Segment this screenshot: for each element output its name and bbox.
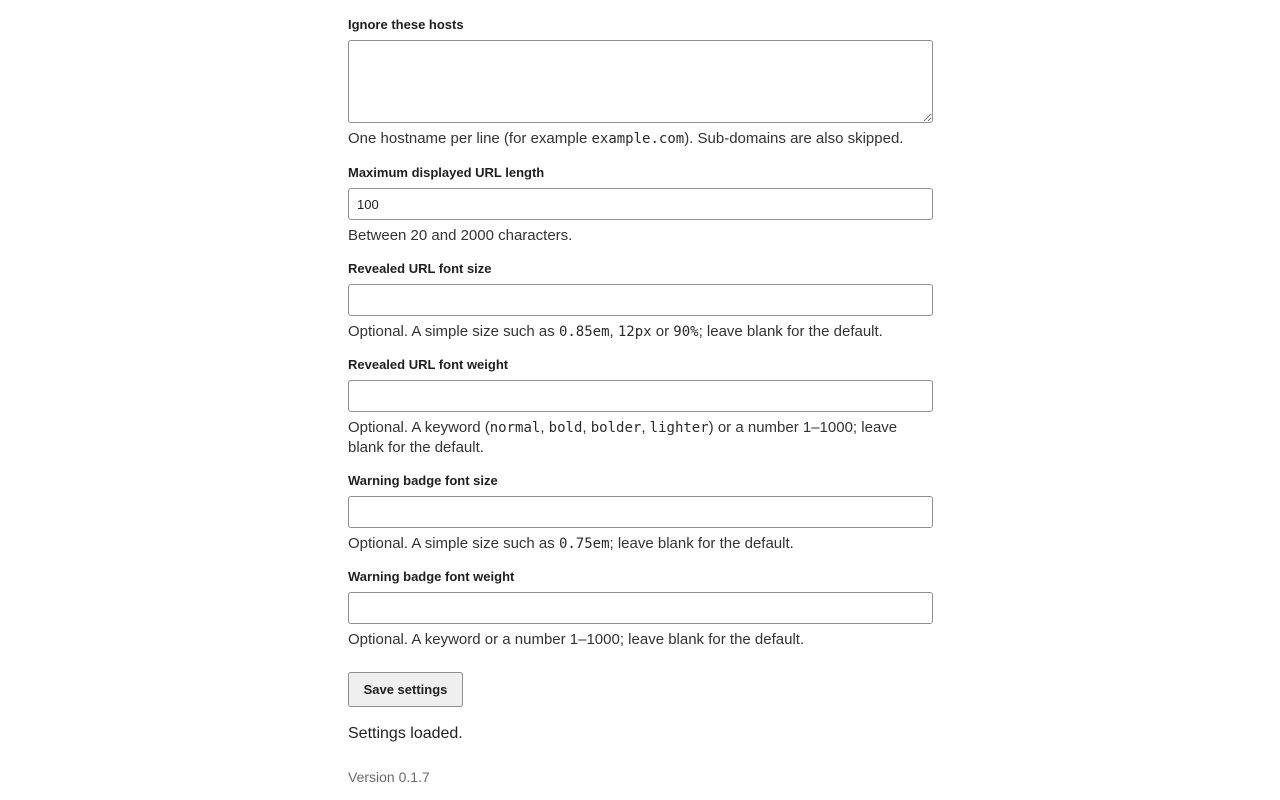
url-font-weight-hint-sep-3: , xyxy=(641,419,650,436)
url-font-size-group xyxy=(348,261,933,342)
url-font-weight-hint-code-4: lighter xyxy=(649,420,709,436)
badge-font-size-group xyxy=(348,473,933,554)
max-url-length-group xyxy=(348,165,933,246)
url-font-weight-hint xyxy=(348,418,933,458)
url-font-size-hint xyxy=(348,322,933,342)
url-font-weight-hint-code-3: bolder xyxy=(590,420,642,436)
url-font-weight-hint-sep-2: , xyxy=(582,419,591,436)
badge-font-size-hint xyxy=(348,534,933,554)
url-font-size-hint-code-1: 0.85em xyxy=(558,324,610,340)
url-font-weight-group xyxy=(348,357,933,458)
url-font-size-hint-sep-2: or xyxy=(651,323,674,340)
badge-font-size-hint-code: 0.75em xyxy=(558,536,610,552)
url-font-size-hint-suffix: ; leave blank for the default. xyxy=(698,323,883,340)
max-url-length-input[interactable] xyxy=(348,188,933,220)
ignore-hosts-hint-code: example.com xyxy=(591,131,685,147)
max-url-length-hint: Between 20 and 2000 characters. xyxy=(348,227,573,244)
url-font-size-hint-code-2: 12px xyxy=(617,324,652,340)
url-font-size-input[interactable] xyxy=(348,284,933,316)
url-font-size-label: Revealed URL font size xyxy=(348,261,492,276)
max-url-length-label: Maximum displayed URL length xyxy=(348,165,545,180)
url-font-size-hint-code-3: 90% xyxy=(673,324,699,340)
badge-font-weight-group xyxy=(348,569,933,650)
url-font-weight-label: Revealed URL font weight xyxy=(348,357,509,372)
url-font-weight-hint-suffix: ) or a number 1–1000; leave blank for the default. xyxy=(348,419,898,456)
badge-font-size-label: Warning badge font size xyxy=(348,473,498,488)
badge-font-size-hint-suffix: ; leave blank for the default. xyxy=(609,535,794,552)
status-message: Settings loaded. xyxy=(348,725,463,742)
version-label: Version 0.1.7 xyxy=(348,769,430,785)
badge-font-size-input[interactable] xyxy=(348,496,933,528)
url-font-weight-hint-prefix: Optional. A keyword ( xyxy=(348,419,490,436)
url-font-size-hint-sep-1: , xyxy=(609,323,618,340)
ignore-hosts-group xyxy=(348,17,933,149)
badge-font-weight-hint: Optional. A keyword or a number 1–1000; leave blank for the default. xyxy=(348,631,805,648)
ignore-hosts-label: Ignore these hosts xyxy=(348,17,464,32)
badge-font-weight-input[interactable] xyxy=(348,592,933,624)
url-font-weight-hint-code-1: normal xyxy=(489,420,541,436)
ignore-hosts-hint xyxy=(348,129,933,149)
badge-font-size-hint-prefix: Optional. A simple size such as xyxy=(348,535,559,552)
url-font-weight-input[interactable] xyxy=(348,380,933,412)
save-settings-button[interactable]: Save settings xyxy=(348,672,463,707)
badge-font-weight-label: Warning badge font weight xyxy=(348,569,515,584)
ignore-hosts-textarea[interactable] xyxy=(348,40,933,123)
url-font-size-hint-prefix: Optional. A simple size such as xyxy=(348,323,559,340)
url-font-weight-hint-code-2: bold xyxy=(548,420,583,436)
url-font-weight-hint-sep-1: , xyxy=(540,419,549,436)
ignore-hosts-hint-prefix: One hostname per line (for example xyxy=(348,130,592,147)
ignore-hosts-hint-suffix: ). Sub-domains are also skipped. xyxy=(684,130,904,147)
